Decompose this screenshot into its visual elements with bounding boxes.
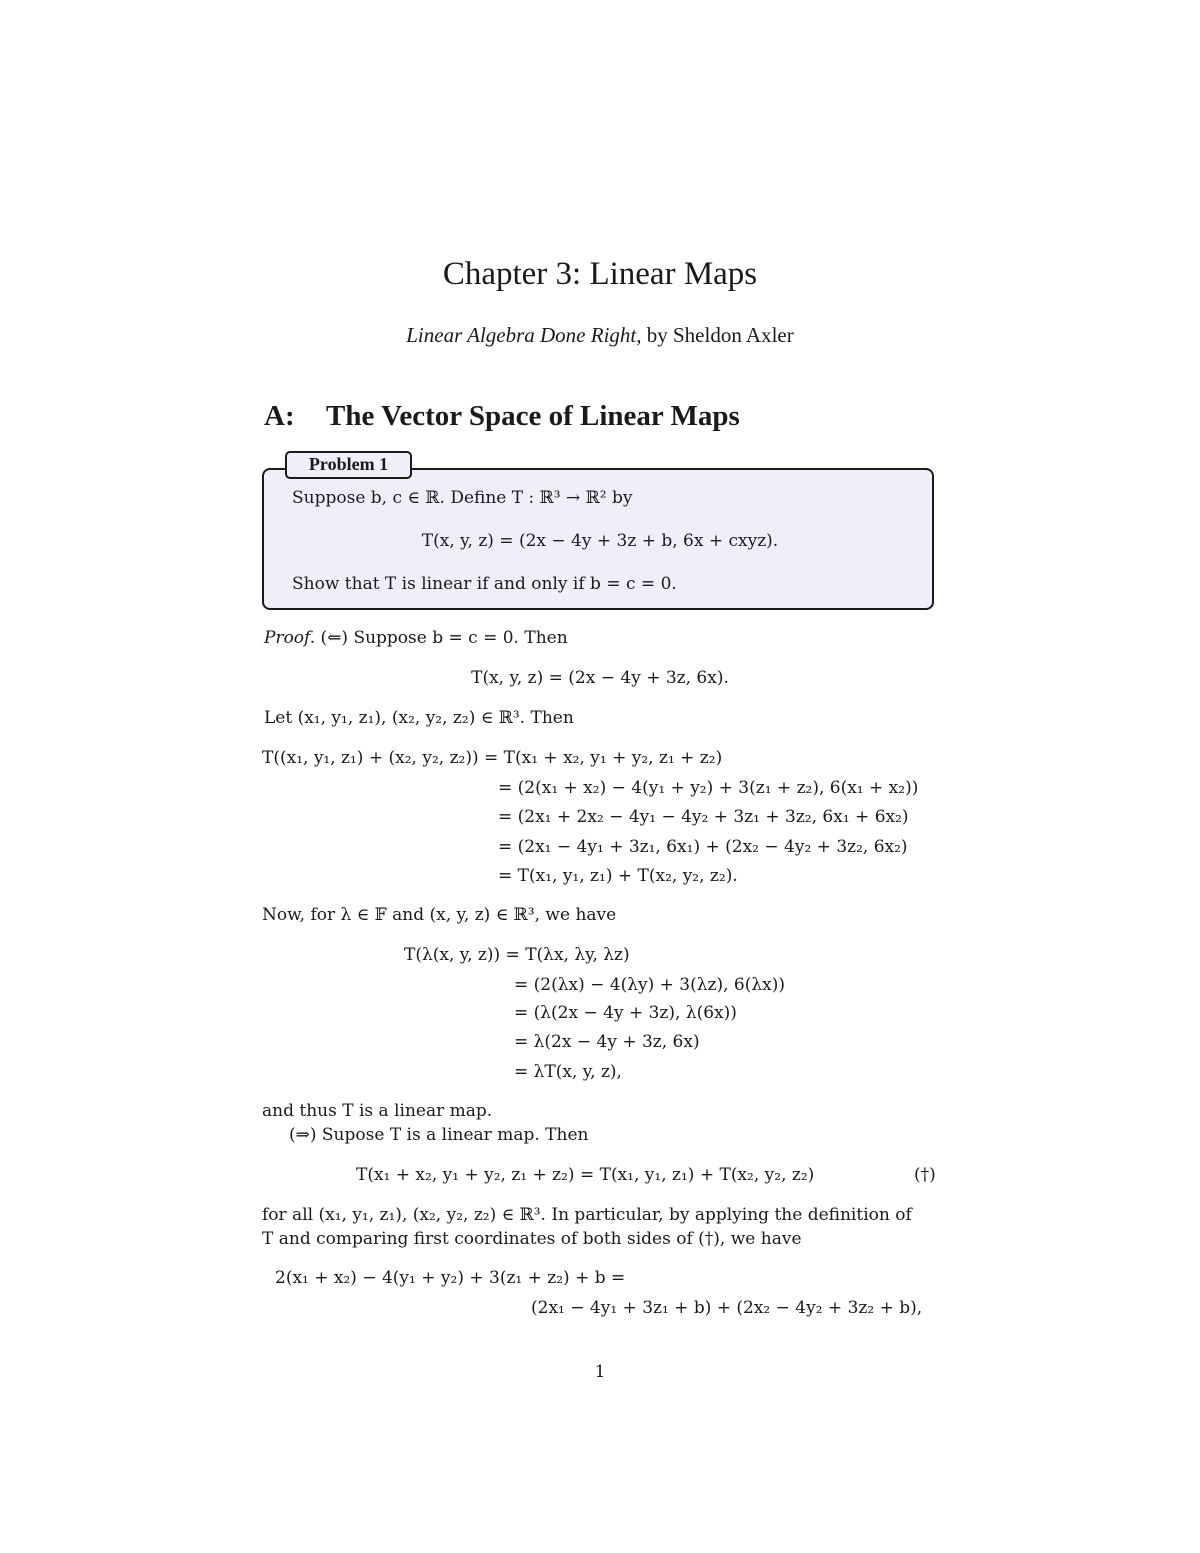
- page-number: 1: [594, 1362, 606, 1382]
- proof-converse-line: (⇒) Supose T is a linear map. Then: [289, 1125, 589, 1145]
- proof-let-line: Let (x₁, y₁, z₁), (x₂, y₂, z₂) ∈ ℝ³. Then: [264, 708, 574, 728]
- book-author: , by Sheldon Axler: [636, 323, 794, 347]
- section-label: A:: [264, 400, 295, 432]
- homogeneity-row: = (2(λx) − 4(λy) + 3(λz), 6(λx)): [514, 975, 785, 995]
- final-eq-lhs: 2(x₁ + x₂) − 4(y₁ + y₂) + 3(z₁ + z₂) + b =: [275, 1268, 626, 1288]
- chapter-subtitle: [0, 320, 1200, 350]
- homogeneity-row: = (λ(2x − 4y + 3z), λ(6x)): [514, 1003, 737, 1023]
- proof-thus-line: and thus T is a linear map.: [262, 1101, 493, 1121]
- proof-forall-line1: for all (x₁, y₁, z₁), (x₂, y₂, z₂) ∈ ℝ³. In particular, by applying the definition of: [262, 1205, 912, 1225]
- additivity-lhs: T((x₁, y₁, z₁) + (x₂, y₂, z₂)) = T(x₁ + x₂, y₁ + y₂, z₁ + z₂): [262, 748, 723, 768]
- section-title: The Vector Space of Linear Maps: [326, 400, 740, 432]
- proof-now-line: Now, for λ ∈ 𝔽 and (x, y, z) ∈ ℝ³, we have: [262, 905, 617, 925]
- dagger-tag: (†): [914, 1165, 936, 1185]
- chapter-title: Chapter 3: Linear Maps: [442, 256, 758, 292]
- additivity-row: = (2x₁ − 4y₁ + 3z₁, 6x₁) + (2x₂ − 4y₂ + 3z₂, 6x₂): [498, 837, 908, 857]
- homogeneity-row: = λ(2x − 4y + 3z, 6x): [514, 1032, 700, 1052]
- section-heading: [264, 396, 740, 436]
- problem-statement-line1: Suppose b, c ∈ ℝ. Define T : ℝ³ → ℝ² by: [292, 488, 633, 508]
- problem-statement-line2: Show that T is linear if and only if b = c = 0.: [292, 574, 677, 594]
- problem-title: Problem 1: [285, 451, 412, 479]
- additivity-row: = (2(x₁ + x₂) − 4(y₁ + y₂) + 3(z₁ + z₂), 6(x₁ + x₂)): [498, 778, 919, 798]
- proof-label: Proof.: [264, 628, 316, 648]
- dagger-equation: T(x₁ + x₂, y₁ + y₂, z₁ + z₂) = T(x₁, y₁, z₁) + T(x₂, y₂, z₂): [356, 1165, 815, 1185]
- additivity-row: = (2x₁ + 2x₂ − 4y₁ − 4y₂ + 3z₁ + 3z₂, 6x₁ + 6x₂): [498, 807, 909, 827]
- proof-eq-reduced: T(x, y, z) = (2x − 4y + 3z, 6x).: [471, 668, 729, 688]
- problem-equation: T(x, y, z) = (2x − 4y + 3z + b, 6x + cxyz).: [421, 531, 779, 551]
- proof-start: [264, 626, 568, 650]
- homogeneity-lhs: T(λ(x, y, z)) = T(λx, λy, λz): [404, 945, 630, 965]
- book-title: Linear Algebra Done Right: [406, 323, 637, 347]
- proof-start-text: (⇐) Suppose b = c = 0. Then: [315, 628, 568, 648]
- final-eq-rhs: (2x₁ − 4y₁ + 3z₁ + b) + (2x₂ − 4y₂ + 3z₂ + b),: [531, 1298, 923, 1318]
- additivity-row: = T(x₁, y₁, z₁) + T(x₂, y₂, z₂).: [498, 866, 738, 886]
- proof-forall-line2: T and comparing first coordinates of both sides of (†), we have: [262, 1229, 802, 1249]
- homogeneity-row: = λT(x, y, z),: [514, 1062, 622, 1082]
